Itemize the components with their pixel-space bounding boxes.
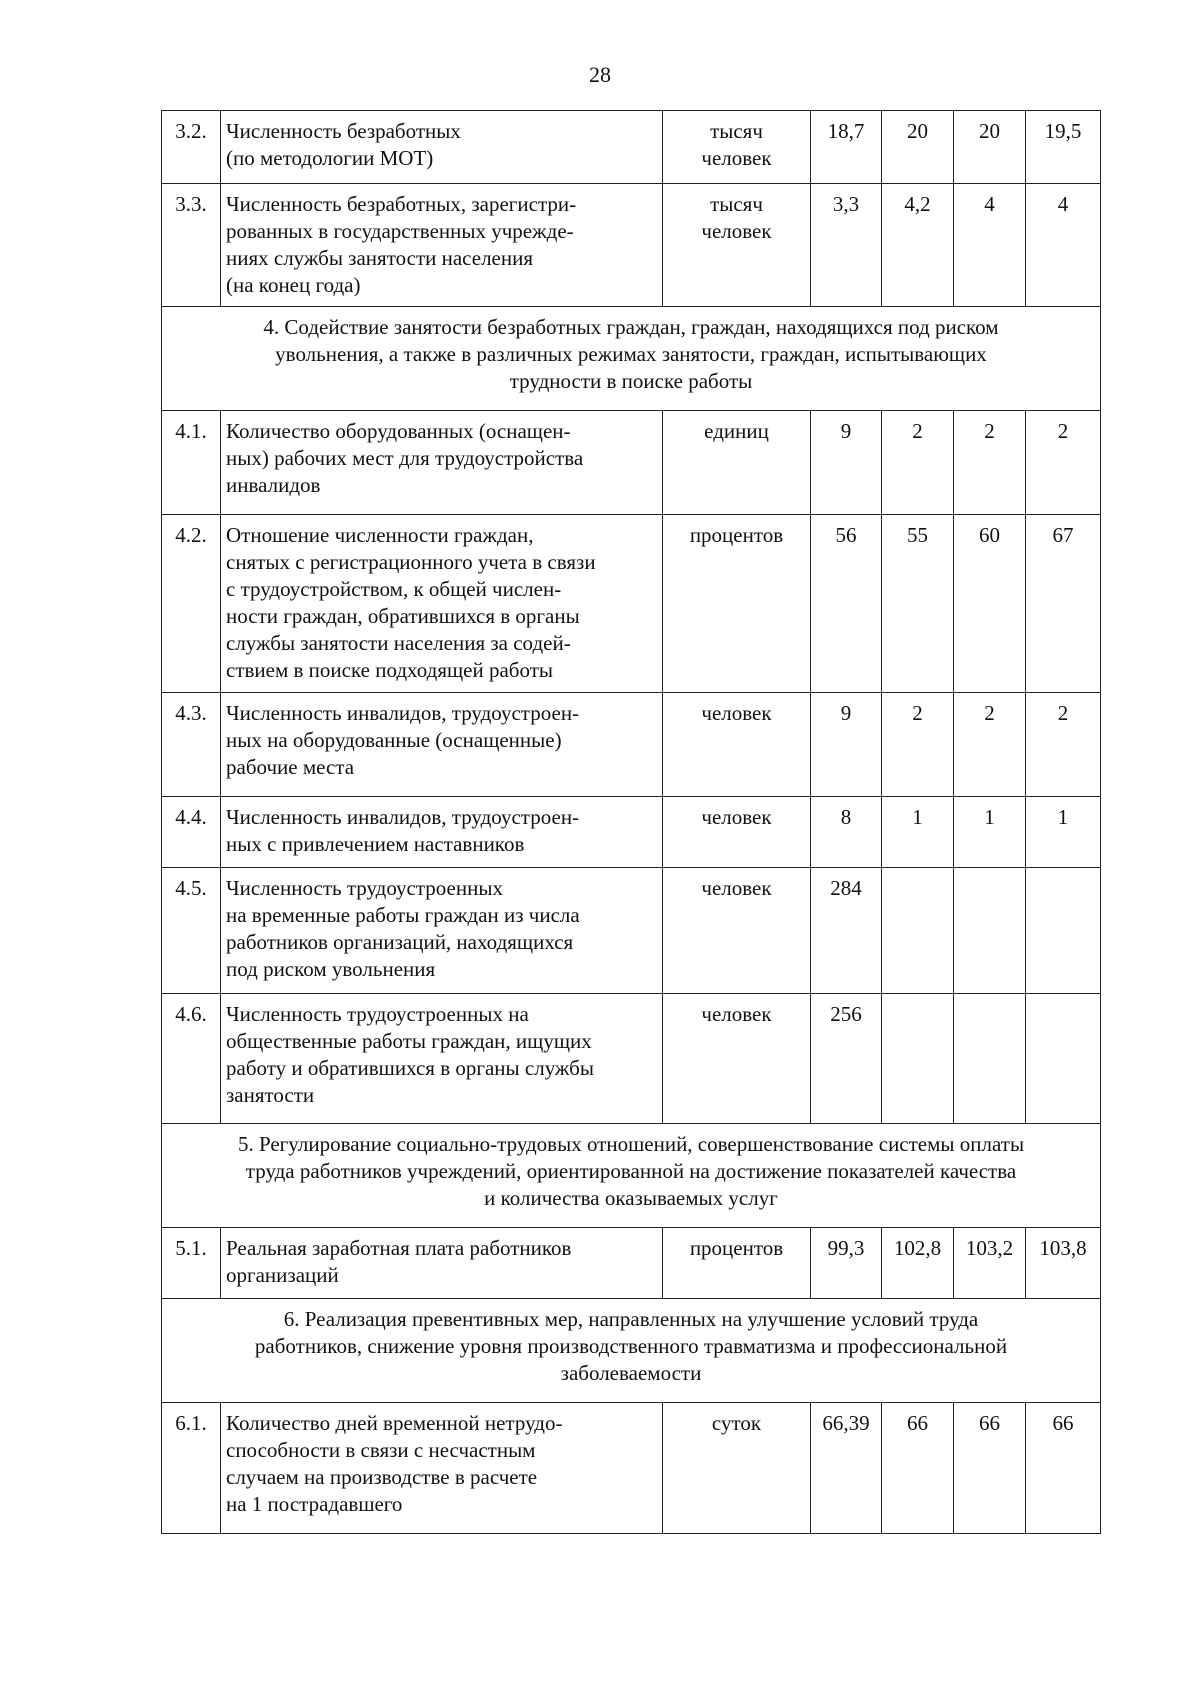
value-cell: 19,5 bbox=[1026, 111, 1101, 184]
value-cell: 4 bbox=[954, 184, 1026, 307]
value-cell bbox=[954, 994, 1026, 1124]
row-number: 4.5. bbox=[162, 868, 221, 994]
unit-of-measure: человек bbox=[663, 868, 811, 994]
section-header-row bbox=[162, 1124, 1101, 1228]
row-number: 3.3. bbox=[162, 184, 221, 307]
row-number: 5.1. bbox=[162, 1228, 221, 1299]
indicator-name: Отношение численности граждан, снятых с регистрационного учета в связи с трудоустройством, к общей числен- ности граждан, обратившихся в органы службы занятости населения за содей- ствием в поиске подходящей работы bbox=[221, 515, 663, 693]
value-cell: 2 bbox=[954, 693, 1026, 797]
unit-of-measure: процентов bbox=[663, 515, 811, 693]
indicator-name: Численность трудоустроенных на общественные работы граждан, ищущих работу и обратившихся в органы службы занятости bbox=[221, 994, 663, 1124]
indicator-name: Численность безработных, зарегистри- рованных в государственных учрежде- ниях службы занятости населения (на конец года) bbox=[221, 184, 663, 307]
value-cell: 56 bbox=[811, 515, 882, 693]
section-title: 4. Содействие занятости безработных граждан, граждан, находящихся под риском увольнения, а также в различных режимах занятости, граждан, испытывающих трудности в поиске работы bbox=[162, 307, 1101, 411]
unit-of-measure: человек bbox=[663, 693, 811, 797]
value-cell: 66 bbox=[954, 1403, 1026, 1534]
value-cell: 2 bbox=[1026, 693, 1101, 797]
value-cell: 2 bbox=[882, 693, 954, 797]
value-cell: 9 bbox=[811, 693, 882, 797]
table-row bbox=[162, 1403, 1101, 1534]
row-number: 4.1. bbox=[162, 411, 221, 515]
value-cell: 66 bbox=[882, 1403, 954, 1534]
value-cell: 103,2 bbox=[954, 1228, 1026, 1299]
indicator-name: Численность инвалидов, трудоустроен- ных с привлечением наставников bbox=[221, 797, 663, 868]
row-number: 4.6. bbox=[162, 994, 221, 1124]
value-cell: 3,3 bbox=[811, 184, 882, 307]
table-row bbox=[162, 515, 1101, 693]
value-cell bbox=[882, 868, 954, 994]
table-row bbox=[162, 184, 1101, 307]
table-row bbox=[162, 111, 1101, 184]
value-cell: 67 bbox=[1026, 515, 1101, 693]
value-cell: 4 bbox=[1026, 184, 1101, 307]
table-row bbox=[162, 693, 1101, 797]
value-cell: 99,3 bbox=[811, 1228, 882, 1299]
indicators-table bbox=[161, 110, 1101, 1534]
table-row bbox=[162, 1228, 1101, 1299]
unit-of-measure: человек bbox=[663, 797, 811, 868]
unit-of-measure: суток bbox=[663, 1403, 811, 1534]
value-cell: 102,8 bbox=[882, 1228, 954, 1299]
unit-of-measure: человек bbox=[663, 994, 811, 1124]
section-header-row bbox=[162, 1299, 1101, 1403]
table-row bbox=[162, 411, 1101, 515]
indicator-name: Реальная заработная плата работников организаций bbox=[221, 1228, 663, 1299]
value-cell: 20 bbox=[882, 111, 954, 184]
value-cell: 2 bbox=[882, 411, 954, 515]
value-cell: 2 bbox=[1026, 411, 1101, 515]
value-cell: 20 bbox=[954, 111, 1026, 184]
table-row bbox=[162, 797, 1101, 868]
row-number: 6.1. bbox=[162, 1403, 221, 1534]
table-row bbox=[162, 994, 1101, 1124]
section-header-row bbox=[162, 307, 1101, 411]
value-cell bbox=[882, 994, 954, 1124]
section-title: 6. Реализация превентивных мер, направленных на улучшение условий труда работников, снижение уровня производственного травматизма и профессиональной заболеваемости bbox=[162, 1299, 1101, 1403]
page-number: 28 bbox=[589, 62, 611, 87]
value-cell: 1 bbox=[882, 797, 954, 868]
value-cell: 256 bbox=[811, 994, 882, 1124]
indicator-name: Численность инвалидов, трудоустроен- ных на оборудованные (оснащенные) рабочие места bbox=[221, 693, 663, 797]
indicator-name: Численность безработных (по методологии МОТ) bbox=[221, 111, 663, 184]
value-cell: 66,39 bbox=[811, 1403, 882, 1534]
value-cell bbox=[1026, 868, 1101, 994]
table-row bbox=[162, 868, 1101, 994]
indicator-name: Количество дней временной нетрудо- способности в связи с несчастным случаем на производстве в расчете на 1 пострадавшего bbox=[221, 1403, 663, 1534]
value-cell: 1 bbox=[1026, 797, 1101, 868]
value-cell bbox=[954, 868, 1026, 994]
value-cell: 2 bbox=[954, 411, 1026, 515]
indicator-name: Численность трудоустроенных на временные работы граждан из числа работников организаций, находящихся под риском увольнения bbox=[221, 868, 663, 994]
section-title: 5. Регулирование социально-трудовых отношений, совершенствование системы оплаты труда работников учреждений, ориентированной на достижение показателей качества и количества оказываемых услуг bbox=[162, 1124, 1101, 1228]
unit-of-measure: тысяч человек bbox=[663, 184, 811, 307]
unit-of-measure: процентов bbox=[663, 1228, 811, 1299]
value-cell: 55 bbox=[882, 515, 954, 693]
value-cell: 4,2 bbox=[882, 184, 954, 307]
row-number: 4.4. bbox=[162, 797, 221, 868]
value-cell: 1 bbox=[954, 797, 1026, 868]
value-cell: 18,7 bbox=[811, 111, 882, 184]
value-cell: 8 bbox=[811, 797, 882, 868]
indicator-name: Количество оборудованных (оснащен- ных) рабочих мест для трудоустройства инвалидов bbox=[221, 411, 663, 515]
unit-of-measure: тысяч человек bbox=[663, 111, 811, 184]
value-cell: 66 bbox=[1026, 1403, 1101, 1534]
row-number: 4.3. bbox=[162, 693, 221, 797]
unit-of-measure: единиц bbox=[663, 411, 811, 515]
row-number: 3.2. bbox=[162, 111, 221, 184]
indicators-table-body bbox=[162, 111, 1101, 1534]
row-number: 4.2. bbox=[162, 515, 221, 693]
value-cell: 284 bbox=[811, 868, 882, 994]
value-cell: 60 bbox=[954, 515, 1026, 693]
value-cell bbox=[1026, 994, 1101, 1124]
value-cell: 103,8 bbox=[1026, 1228, 1101, 1299]
value-cell: 9 bbox=[811, 411, 882, 515]
